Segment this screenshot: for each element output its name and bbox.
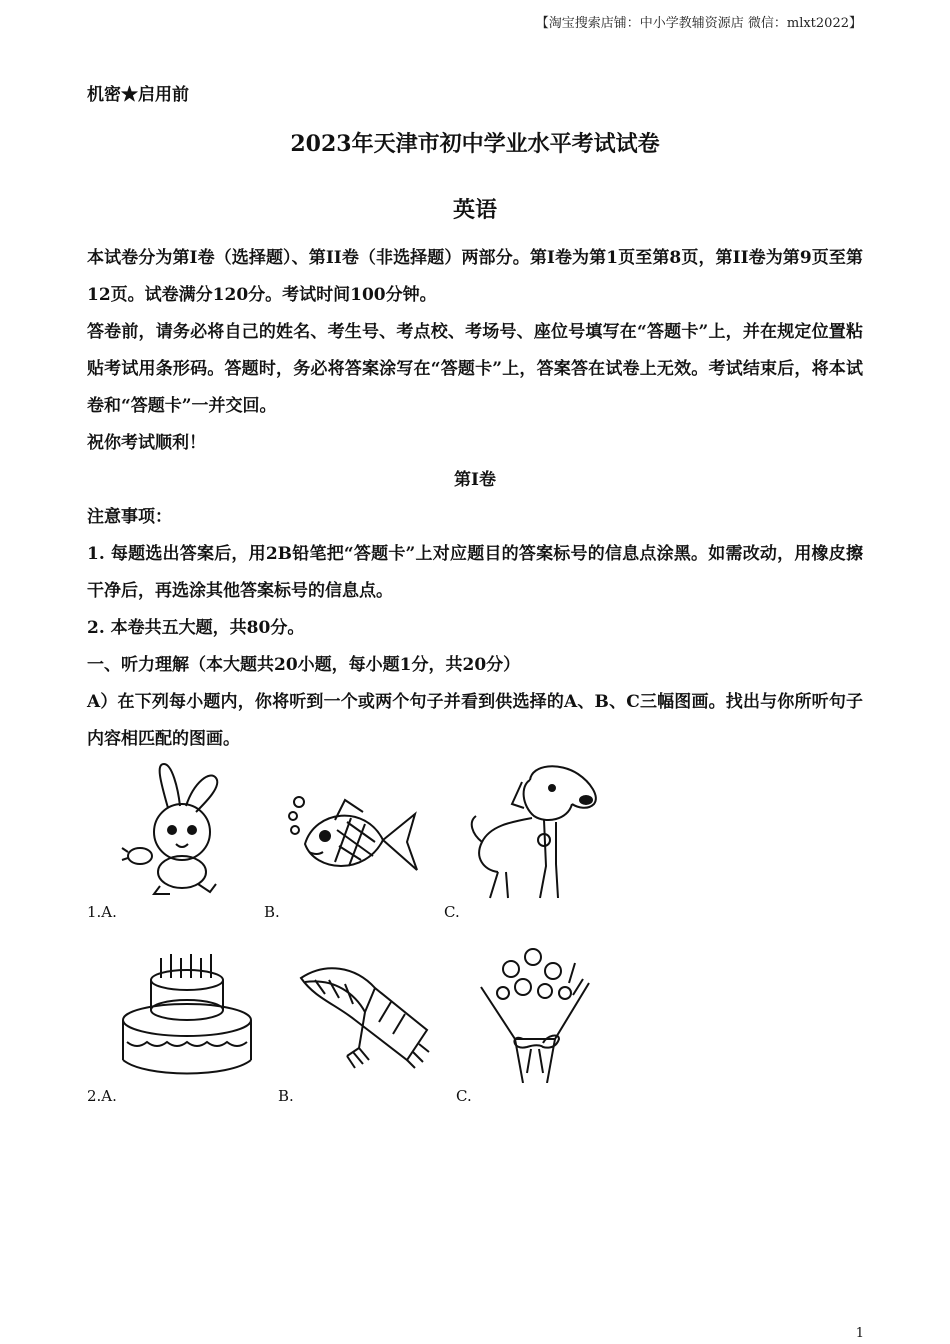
subject-title: 英语 bbox=[452, 197, 497, 223]
header-note: 【淘宝搜索店铺：中小学教辅资源店 微信：mlxt2022】 bbox=[535, 16, 862, 31]
q1-label-a: 1.A. bbox=[87, 903, 117, 921]
q2-label-c: C. bbox=[456, 1087, 472, 1105]
q1-label-b: B. bbox=[264, 903, 280, 921]
scarf-icon bbox=[295, 960, 435, 1070]
part-title: 第I卷 bbox=[454, 470, 496, 490]
exam-body bbox=[87, 240, 863, 758]
fish-icon bbox=[275, 790, 425, 890]
section-instruction: A）在下列每小题内，你将听到一个或两个句子并看到供选择的A、B、C三幅图画。找出与你所听句子内容相匹配的图画。 bbox=[87, 692, 863, 749]
q2-label-b: B. bbox=[278, 1087, 294, 1105]
section-title: 一、听力理解（本大题共20小题，每小题1分，共20分） bbox=[87, 655, 521, 675]
page-number: 1 bbox=[855, 1326, 864, 1341]
rabbit-icon bbox=[120, 760, 245, 900]
q1-label-c: C. bbox=[444, 903, 460, 921]
birthday-cake-icon bbox=[115, 948, 260, 1083]
q2-label-a: 2.A. bbox=[87, 1087, 117, 1105]
note-2: 2. 本卷共五大题，共80分。 bbox=[87, 618, 305, 638]
intro-paragraph-3: 祝你考试顺利！ bbox=[87, 433, 206, 453]
intro-paragraph-1: 本试卷分为第I卷（选择题）、第II卷（非选择题）两部分。第I卷为第1页至第8页，第II卷为第9页至第12页。试卷满分120分。考试时间100分钟。 bbox=[87, 248, 863, 305]
note-1: 1. 每题选出答案后，用2B铅笔把“答题卡”上对应题目的答案标号的信息点涂黑。如需改动，用橡皮擦干净后，再选涂其他答案标号的信息点。 bbox=[87, 544, 863, 601]
exam-title: 2023年天津市初中学业水平考试试卷 bbox=[290, 131, 660, 157]
intro-paragraph-2: 答卷前，请务必将自己的姓名、考生号、考点校、考场号、座位号填写在“答题卡”上，并在规定位置粘贴考试用条形码。答题时，务必将答案涂写在“答题卡”上，答案答在试卷上无效。考试结束后，将本试卷和“答题卡”一并交回。 bbox=[87, 322, 863, 416]
confidential-mark: 机密★启用前 bbox=[87, 85, 189, 105]
notes-heading: 注意事项： bbox=[87, 507, 172, 527]
flower-bouquet-icon bbox=[475, 943, 595, 1083]
dog-icon bbox=[460, 760, 605, 905]
